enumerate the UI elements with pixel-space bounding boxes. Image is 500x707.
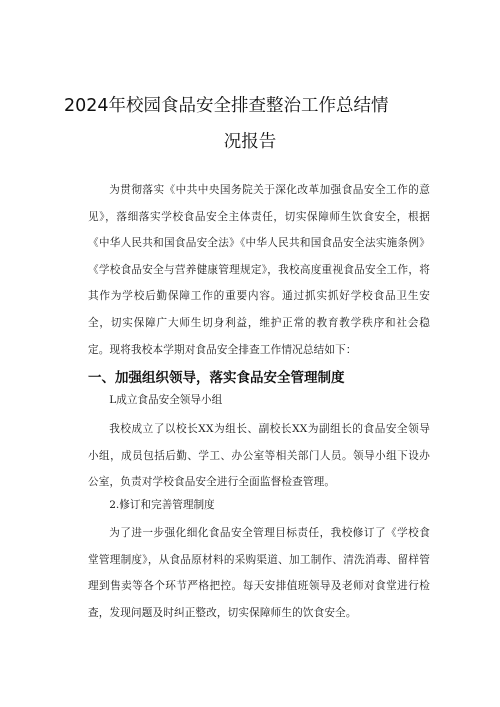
section-1-heading: 一、加强组织领导，落实食品安全管理制度	[88, 370, 345, 386]
subsection-2-body: 为了进一步强化细化食品安全管理目标责任，我校修订了《学校食堂管理制度》，从食品原材料的采购渠道、加工制作、清洗消毒、留样管理到售卖等各个环节严格把控。每天安排值班领导及老师对食堂进行检查，发现问题及时纠正整改，切实保障师生的饮食安全。	[88, 527, 430, 619]
document-title-line-1: 2024年校园食品安全排查整治工作总结情	[64, 96, 389, 116]
intro-paragraph: 为贯彻落实《中共中央国务院关于深化改革加强食品安全工作的意见》，落细落实学校食品安全主体责任，切实保障师生饮食安全，根据《中华人民共和国食品安全法》《中华人民共和国食品安全法实施条例》《学校食品安全与营养健康管理规定》，我校高度重视食品安全工作，将其作为学校后勤保障工作的重要内容。通过抓实抓好学校食品卫生安全，切实保障广大师生切身利益，维护正常的教育教学秩序和社会稳定。现将我校本学期对食品安全排查工作情况总结如下：	[88, 184, 430, 356]
subsection-1-body: 我校成立了以校长XX为组长、副校长XX为副组长的食品安全领导小组，成员包括后勤、学工、办公室等相关部门人员。领导小组下设办公室，负责对学校食品安全进行全面监督检查管理。	[88, 423, 430, 489]
subsection-1-heading: L成立食品安全领导小组	[109, 394, 223, 406]
document-title-line-2: 况报告	[223, 132, 277, 152]
subsection-2-heading: 2.修订和完善管理制度	[109, 499, 215, 511]
